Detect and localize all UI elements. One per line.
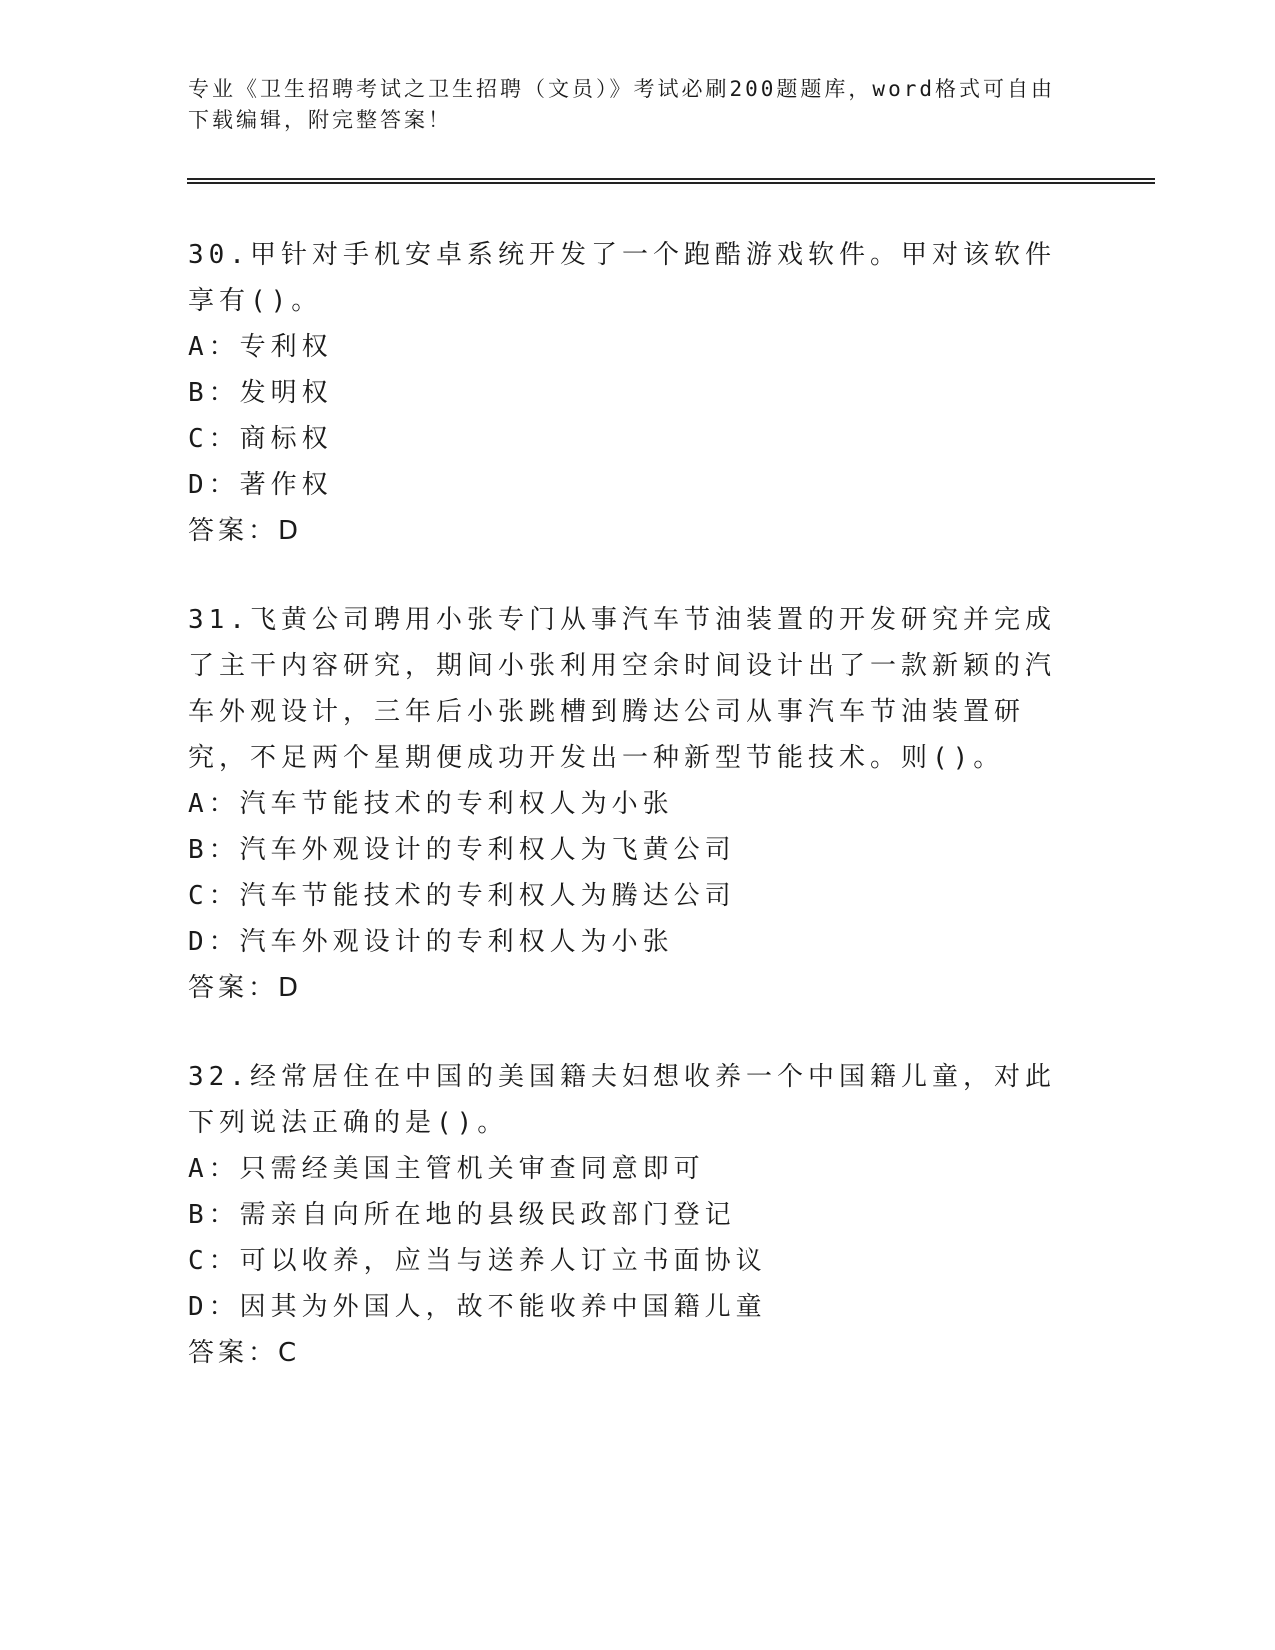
question-stem: 31.飞黄公司聘用小张专门从事汽车节油装置的开发研究并完成了主干内容研究，期间小张利用空余时间设计出了一款新颖的汽车外观设计，三年后小张跳槽到腾达公司从事汽车节油装置研究，不足两个星期便成功开发出一种新型节能技术。则()。: [188, 605, 1057, 773]
answer-label: 答案：C: [188, 1338, 301, 1368]
question-32: [188, 1054, 1078, 1376]
option-list: [188, 324, 1078, 508]
question-stem: 30.甲针对手机安卓系统开发了一个跑酷游戏软件。甲对该软件享有()。: [188, 240, 1056, 316]
answer-label: 答案：D: [188, 516, 303, 546]
document-header: 专业《卫生招聘考试之卫生招聘（文员）》考试必刷200题题库，word格式可自由下载编辑，附完整答案！: [188, 77, 1055, 132]
header-divider: [187, 178, 1155, 184]
question-list: [188, 232, 1078, 1419]
option-c: C：汽车节能技术的专利权人为腾达公司: [188, 881, 736, 911]
answer-label: 答案：D: [188, 973, 303, 1003]
option-d: D：因其为外国人，故不能收养中国籍儿童: [188, 1292, 767, 1322]
option-b: B：发明权: [188, 378, 333, 408]
option-b: B：汽车外观设计的专利权人为飞黄公司: [188, 835, 736, 865]
option-d: D：汽车外观设计的专利权人为小张: [188, 927, 674, 957]
option-a: A：只需经美国主管机关审查同意即可: [188, 1154, 705, 1184]
question-30: [188, 232, 1078, 554]
option-d: D：著作权: [188, 470, 333, 500]
option-list: [188, 1146, 1078, 1330]
question-stem: 32.经常居住在中国的美国籍夫妇想收养一个中国籍儿童，对此下列说法正确的是()。: [188, 1062, 1056, 1138]
question-31: [188, 597, 1078, 1011]
option-a: A：汽车节能技术的专利权人为小张: [188, 789, 674, 819]
option-b: B：需亲自向所在地的县级民政部门登记: [188, 1200, 736, 1230]
option-c: C：可以收养，应当与送养人订立书面协议: [188, 1246, 767, 1276]
option-a: A：专利权: [188, 332, 333, 362]
option-c: C：商标权: [188, 424, 333, 454]
option-list: [188, 781, 1078, 965]
